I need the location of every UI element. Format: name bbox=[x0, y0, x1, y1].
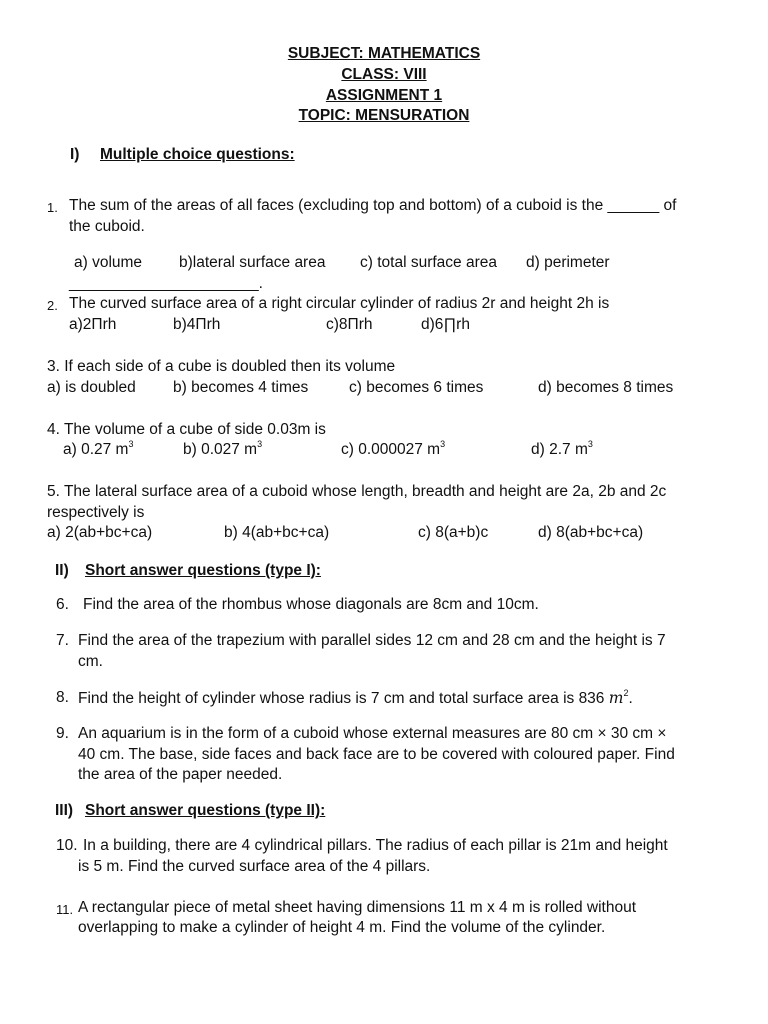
class-heading: CLASS: VIII bbox=[341, 66, 427, 83]
q3-option-d: d) becomes 8 times bbox=[538, 379, 674, 396]
q3-option-c: c) becomes 6 times bbox=[349, 379, 484, 396]
q1-text: The sum of the areas of all faces (excluding top and bottom) of a cuboid is the ______ of bbox=[69, 197, 677, 214]
q9-number: 9. bbox=[56, 725, 69, 742]
q1-answer-blank: ______________________. bbox=[69, 275, 263, 292]
q11-number: 11. bbox=[56, 902, 74, 917]
q3-text: 3. If each side of a cube is doubled then its volume bbox=[47, 358, 396, 375]
q1-option-c: c) total surface area bbox=[360, 254, 497, 271]
q1-number: 1. bbox=[47, 200, 58, 215]
q4-option-a-exponent: 3 bbox=[128, 439, 134, 449]
q2-option-c: c)8Πrh bbox=[326, 316, 373, 333]
q1-option-d: d) perimeter bbox=[526, 254, 610, 271]
q10-text-cont: is 5 m. Find the curved surface area of the 4 pillars. bbox=[78, 858, 431, 875]
q5-text-cont: respectively is bbox=[47, 504, 145, 521]
section-2-title: Short answer questions (type I): bbox=[85, 562, 321, 579]
q4-option-c-exponent: 3 bbox=[440, 439, 446, 449]
q5-option-a: a) 2(ab+bc+ca) bbox=[47, 524, 153, 541]
q8-number: 8. bbox=[56, 689, 69, 706]
q4-text: 4. The volume of a cube of side 0.03m is bbox=[47, 421, 326, 438]
q2-text: The curved surface area of a right circular cylinder of radius 2r and height 2h is bbox=[69, 295, 610, 312]
section-1-number: I) bbox=[70, 146, 80, 163]
section-1-title: Multiple choice questions: bbox=[100, 146, 295, 163]
topic-heading: TOPIC: MENSURATION bbox=[298, 107, 470, 124]
q1-option-b: b)lateral surface area bbox=[179, 254, 326, 271]
q6-text: Find the area of the rhombus whose diagonals are 8cm and 10cm. bbox=[83, 596, 539, 613]
q8-unit: m bbox=[608, 689, 624, 707]
section-2-number: II) bbox=[55, 562, 69, 579]
q1-option-a: a) volume bbox=[74, 254, 143, 271]
subject-heading: SUBJECT: MATHEMATICS bbox=[287, 45, 481, 62]
q7-text: Find the area of the trapezium with parallel sides 12 cm and 28 cm and the height is 7 bbox=[78, 632, 666, 649]
q3-option-a: a) is doubled bbox=[47, 379, 136, 396]
q4-option-c: c) 0.000027 $m^3$ bbox=[341, 439, 446, 458]
q9-text-cont2: the area of the paper needed. bbox=[78, 766, 283, 783]
q2-number: 2. bbox=[47, 298, 58, 313]
q7-text-cont: cm. bbox=[78, 653, 103, 670]
q10-text: In a building, there are 4 cylindrical pillars. The radius of each pillar is 21m and height bbox=[83, 837, 668, 854]
q2-option-d: d)6∏rh bbox=[421, 316, 470, 333]
q5-text: 5. The lateral surface area of a cuboid whose length, breadth and height are 2a, 2b and 2c bbox=[47, 483, 667, 500]
q4-option-a: a) 0.27 $m^3$ bbox=[63, 439, 134, 458]
q4-option-d-exponent: 3 bbox=[587, 439, 593, 449]
q9-text: An aquarium is in the form of a cuboid whose external measures are 80 cm × 30 cm × bbox=[78, 725, 667, 742]
section-3-number: III) bbox=[55, 802, 74, 819]
assignment-heading: ASSIGNMENT 1 bbox=[325, 87, 443, 104]
q3-option-b: b) becomes 4 times bbox=[173, 379, 309, 396]
q5-option-d: d) 8(ab+bc+ca) bbox=[538, 524, 644, 541]
q2-option-a: a)2Πrh bbox=[69, 316, 117, 333]
q11-text: A rectangular piece of metal sheet having dimensions 11 m x 4 m is rolled without bbox=[78, 899, 636, 916]
section-3-title: Short answer questions (type II): bbox=[85, 802, 326, 819]
q5-option-b: b) 4(ab+bc+ca) bbox=[224, 524, 330, 541]
q4-option-b: b) 0.027 $m^3$ bbox=[183, 439, 263, 458]
q1-text-cont: the cuboid. bbox=[69, 218, 145, 235]
q2-option-b: b)4Πrh bbox=[173, 316, 221, 333]
q10-number: 10. bbox=[56, 837, 78, 854]
q8-unit-exponent: 2 bbox=[623, 688, 629, 698]
q4-option-d: d) 2.7 $m^3$ bbox=[531, 439, 593, 458]
q11-text-cont: overlapping to make a cylinder of height 4 m. Find the volume of the cylinder. bbox=[78, 919, 606, 936]
q8-text: Find the height of cylinder whose radius is 7 cm and total surface area is 836 $m^2$. bbox=[78, 688, 633, 707]
q4-option-b-exponent: 3 bbox=[257, 439, 263, 449]
q5-option-c: c) 8(a+b)c bbox=[418, 524, 489, 541]
q6-number: 6. bbox=[56, 596, 69, 613]
q7-number: 7. bbox=[56, 632, 69, 649]
q9-text-cont: 40 cm. The base, side faces and back face are to be covered with coloured paper. Find bbox=[78, 746, 675, 763]
